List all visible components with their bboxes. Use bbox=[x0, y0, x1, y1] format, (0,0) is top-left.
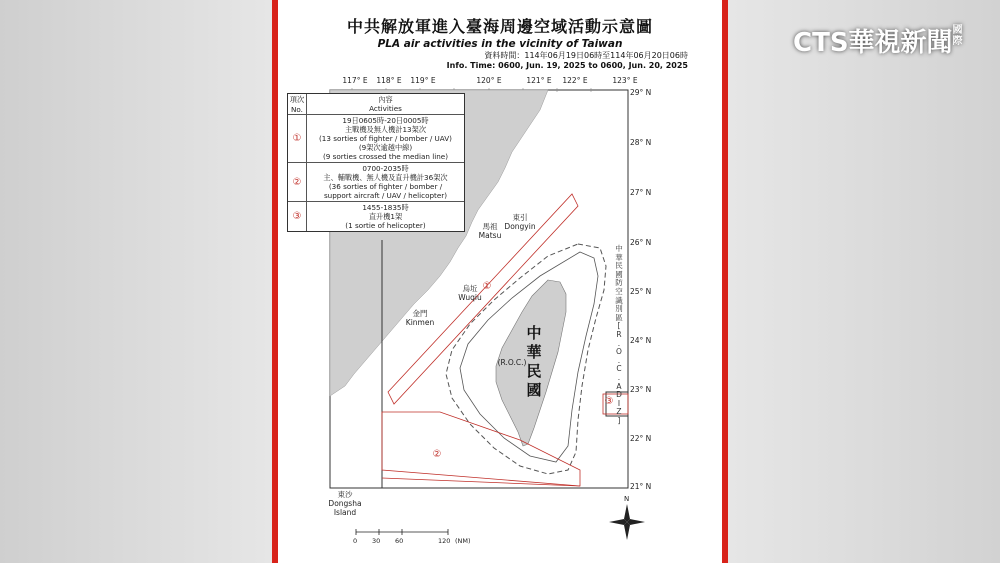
longitude-label: 121° E bbox=[526, 76, 552, 85]
title-en: PLA air activities in the vicinity of Taiwan bbox=[377, 38, 623, 50]
table-row: ① 19日0605時-20日0005時 主戰機及無人機計13架次 (13 sorties of fighter / bomber / UAV) (9架次逾越中線) (9 sorties crossed the median line) bbox=[288, 114, 464, 162]
scale-label: 30 bbox=[372, 537, 381, 545]
wuqiu-label: 烏坵 Wuqiu bbox=[458, 284, 482, 302]
row-number: ③ bbox=[288, 202, 307, 231]
activity-marker-2: ② bbox=[432, 449, 442, 460]
activity-marker-3: ③ bbox=[604, 396, 614, 407]
scale-unit: (NM) bbox=[455, 537, 471, 545]
latitude-label: 25° N bbox=[630, 287, 652, 296]
table-header-row: 項次 No. 內容 Activities bbox=[289, 94, 402, 114]
scale-bar bbox=[356, 529, 448, 535]
table-row: ③ 1455-1835時 直升機1架 (1 sortie of helicopter) bbox=[288, 201, 464, 231]
longitude-label: 119° E bbox=[410, 76, 436, 85]
broadcaster-name: CTS華視新聞 bbox=[793, 28, 953, 58]
kinmen-label: 金門 Kinmen bbox=[405, 309, 435, 327]
info-time-en: Info. Time: 0600, Jun. 19, 2025 to 0600, Jun. 20, 2025 bbox=[446, 61, 688, 70]
longitude-label: 120° E bbox=[476, 76, 502, 85]
activity-route-2 bbox=[382, 412, 580, 486]
dongyin-label: 東引 Dongyin bbox=[504, 213, 536, 231]
matsu-label: 馬祖 Matsu bbox=[478, 222, 502, 240]
title-zh: 中共解放軍進入臺海周邊空域活動示意圖 bbox=[346, 17, 653, 36]
scale-label: 120 bbox=[438, 537, 451, 545]
longitude-label: 117° E bbox=[342, 76, 368, 85]
scale-label: 60 bbox=[395, 537, 404, 545]
latitude-label: 22° N bbox=[630, 434, 652, 443]
row-number: ① bbox=[288, 115, 307, 162]
row-number: ② bbox=[288, 163, 307, 201]
longitude-label: 122° E bbox=[562, 76, 588, 85]
latitude-label: 29° N bbox=[630, 88, 652, 97]
activity-table bbox=[287, 93, 465, 232]
latitude-label: 21° N bbox=[630, 482, 652, 491]
longitude-label: 123° E bbox=[612, 76, 638, 85]
scale-label: 0 bbox=[353, 537, 358, 545]
longitude-label: 118° E bbox=[376, 76, 402, 85]
compass-rose-icon bbox=[609, 504, 645, 540]
latitude-label: 27° N bbox=[630, 188, 652, 197]
latitude-label: 23° N bbox=[630, 385, 652, 394]
activity-marker-1: ① bbox=[482, 281, 492, 292]
latitude-label: 24° N bbox=[630, 336, 652, 345]
compass-north-label: N bbox=[624, 495, 630, 503]
roc-en-label: (R.O.C.) bbox=[497, 358, 527, 367]
latitude-label: 26° N bbox=[630, 238, 652, 247]
info-time-zh: 資料時間：114年06月19日06時至114年06月20日06時 bbox=[484, 51, 688, 60]
table-row: ② 0700-2035時 主、輔戰機、無人機及直升機計36架次 (36 sorties of fighter / bomber / support aircraft / UAV / helicopter) bbox=[288, 162, 464, 201]
latitude-label: 28° N bbox=[630, 138, 652, 147]
adiz-label: 中 華 民 國 防 空 識 別 區 [ R . O . C . A D I Z ] bbox=[615, 244, 623, 425]
dongsha-label: 東沙 Dongsha Island bbox=[328, 490, 362, 517]
roc-zh-label: 中 華 民 國 bbox=[526, 324, 542, 399]
broadcaster-sub: 國際 bbox=[952, 25, 963, 47]
activity-route-2-base bbox=[382, 478, 580, 486]
